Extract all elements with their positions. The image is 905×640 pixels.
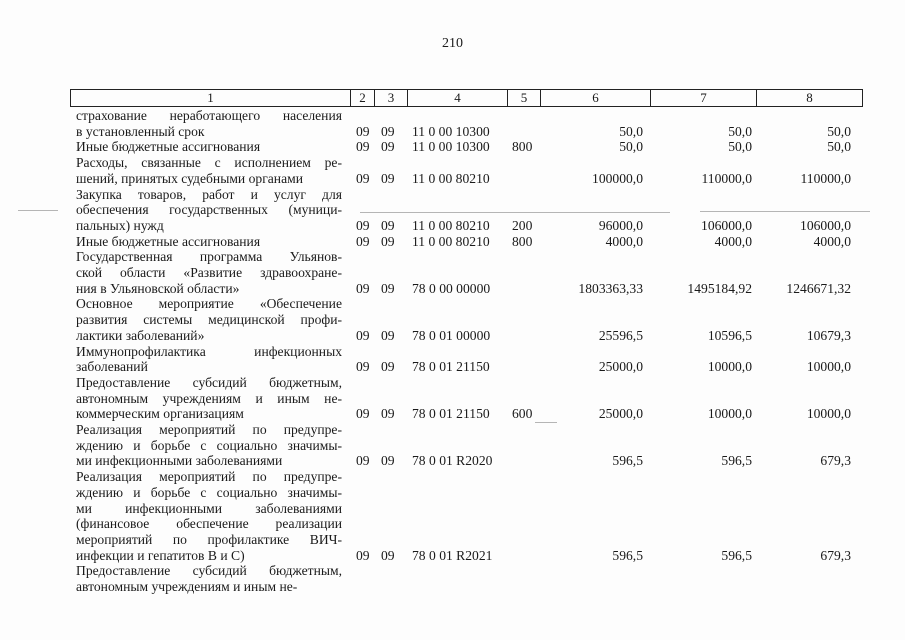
cell-c7: 10000,0 — [707, 406, 752, 422]
cell-c4: 78 0 00 00000 — [412, 280, 491, 296]
header-cell-2: 2 — [351, 90, 375, 106]
cell-c8: 679,3 — [820, 547, 851, 563]
table-body — [0, 108, 905, 595]
table-row — [0, 469, 905, 563]
header-cell-1: 1 — [71, 90, 351, 106]
cell-c4: 78 0 01 21150 — [412, 359, 490, 375]
row-description — [76, 375, 342, 422]
cell-c2: 09 — [356, 406, 370, 422]
description-line: автономным учреждениям и иным не- — [76, 579, 298, 595]
table-header — [70, 89, 863, 107]
description-line: Расходы, связанные с исполнением ре- — [76, 155, 342, 171]
cell-c4: 11 0 00 80210 — [412, 170, 490, 186]
row-description — [76, 234, 342, 250]
table-row — [0, 422, 905, 469]
description-line: Основное мероприятие «Обеспечение — [76, 296, 342, 312]
description-line: шений, принятых судебными органами — [76, 170, 303, 186]
description-line: ской области «Развитие здравоохране- — [76, 265, 342, 281]
cell-c3: 09 — [381, 359, 395, 375]
cell-c4: 78 0 01 R2020 — [412, 453, 493, 469]
cell-c3: 09 — [381, 453, 395, 469]
description-line: Реализация мероприятий по предупре- — [76, 422, 342, 438]
description-line: коммерческим организациям — [76, 406, 244, 422]
cell-c5: 200 — [512, 217, 533, 233]
cell-c4: 78 0 01 00000 — [412, 327, 491, 343]
header-cell-5: 5 — [508, 90, 541, 106]
table-row — [0, 249, 905, 296]
row-description — [76, 108, 342, 139]
scan-artifact — [360, 212, 670, 213]
cell-c3: 09 — [381, 123, 395, 139]
cell-c6: 50,0 — [619, 123, 643, 139]
cell-c7: 50,0 — [728, 123, 752, 139]
header-cell-3: 3 — [375, 90, 408, 106]
cell-c6: 596,5 — [612, 453, 643, 469]
scan-artifact — [535, 422, 557, 423]
cell-c2: 09 — [356, 123, 370, 139]
description-line: Иные бюджетные ассигнования — [76, 139, 261, 155]
description-line: страхование неработающего населения — [76, 108, 342, 123]
cell-c2: 09 — [356, 217, 370, 233]
description-line: Предоставление субсидий бюджетным, — [76, 374, 342, 390]
scan-artifact — [18, 210, 58, 211]
description-line: ми инфекционными заболеваниями — [76, 500, 342, 516]
scan-artifact — [700, 211, 870, 212]
cell-c3: 09 — [381, 170, 395, 186]
table-row — [0, 234, 905, 250]
cell-c7: 106000,0 — [701, 217, 752, 233]
cell-c7: 596,5 — [721, 453, 752, 469]
cell-c8: 10000,0 — [806, 406, 851, 422]
cell-c7: 1495184,92 — [687, 280, 752, 296]
description-line: Иммунопрофилактика инфекционных — [76, 343, 342, 359]
header-cell-6: 6 — [541, 90, 651, 106]
row-description — [76, 563, 342, 594]
cell-c4: 11 0 00 10300 — [412, 123, 490, 139]
description-line: инфекции и гепатитов В и С) — [76, 547, 245, 563]
cell-c4: 11 0 00 80210 — [412, 233, 490, 249]
cell-c6: 4000,0 — [605, 233, 643, 249]
table-row — [0, 296, 905, 343]
table-row — [0, 139, 905, 155]
cell-c7: 10596,5 — [707, 327, 752, 343]
row-description — [76, 187, 342, 234]
cell-c6: 50,0 — [619, 139, 643, 155]
cell-c3: 09 — [381, 139, 395, 155]
cell-c6: 1803363,33 — [578, 280, 643, 296]
header-cell-8: 8 — [806, 90, 813, 105]
cell-c7: 596,5 — [721, 547, 752, 563]
cell-c8: 50,0 — [827, 123, 851, 139]
cell-c8: 679,3 — [820, 453, 851, 469]
table-row — [0, 108, 905, 139]
row-description — [76, 155, 342, 186]
description-line: ми инфекционными заболеваниями — [76, 453, 283, 469]
cell-c2: 09 — [356, 170, 370, 186]
description-line: в установленный срок — [76, 123, 205, 139]
cell-c6: 25000,0 — [598, 359, 643, 375]
cell-c3: 09 — [381, 280, 395, 296]
cell-c4: 11 0 00 80210 — [412, 217, 490, 233]
cell-c2: 09 — [356, 547, 370, 563]
cell-c2: 09 — [356, 233, 370, 249]
description-line: пальных) нужд — [76, 217, 164, 233]
description-line: ждению и борьбе с социально значимы- — [76, 484, 342, 500]
description-line: автономным учреждениям и иным не- — [76, 390, 342, 406]
cell-c8: 110000,0 — [800, 170, 851, 186]
cell-c5: 800 — [512, 139, 533, 155]
cell-c4: 78 0 01 21150 — [412, 406, 490, 422]
table-row — [0, 344, 905, 375]
description-line: лактики заболеваний» — [76, 327, 205, 343]
cell-c7: 110000,0 — [701, 170, 752, 186]
cell-c6: 596,5 — [612, 547, 643, 563]
description-line: (финансовое обеспечение реализации — [76, 516, 342, 532]
cell-c3: 09 — [381, 233, 395, 249]
cell-c3: 09 — [381, 547, 395, 563]
header-cell-7: 7 — [651, 90, 757, 106]
cell-c6: 25596,5 — [598, 327, 643, 343]
row-description — [76, 139, 342, 155]
cell-c7: 10000,0 — [707, 359, 752, 375]
cell-c4: 11 0 00 10300 — [412, 139, 490, 155]
cell-c3: 09 — [381, 327, 395, 343]
row-description — [76, 422, 342, 469]
cell-c5: 600 — [512, 406, 533, 422]
cell-c8: 10000,0 — [806, 359, 851, 375]
cell-c8: 10679,3 — [806, 327, 851, 343]
cell-c2: 09 — [356, 280, 370, 296]
cell-c6: 100000,0 — [592, 170, 643, 186]
description-line: ния в Ульяновской области» — [76, 280, 240, 296]
description-line: Предоставление субсидий бюджетным, — [76, 563, 342, 579]
table-row — [0, 155, 905, 186]
description-line: обеспечения государственных (муници- — [76, 202, 342, 218]
cell-c2: 09 — [356, 139, 370, 155]
cell-c8: 106000,0 — [800, 217, 851, 233]
description-line: Государственная программа Ульянов- — [76, 249, 342, 265]
cell-c8: 50,0 — [827, 139, 851, 155]
description-line: Иные бюджетные ассигнования — [76, 233, 261, 249]
header-cell-4: 4 — [408, 90, 508, 106]
row-description — [76, 296, 342, 343]
description-line: развития системы медицинской профи- — [76, 312, 342, 328]
description-line: мероприятий по профилактике ВИЧ- — [76, 531, 342, 547]
cell-c8: 4000,0 — [813, 233, 851, 249]
cell-c7: 4000,0 — [714, 233, 752, 249]
row-description — [76, 469, 342, 563]
row-description — [76, 344, 342, 375]
cell-c6: 96000,0 — [598, 217, 643, 233]
page-number: 210 — [442, 36, 463, 51]
description-line: ждению и борьбе с социально значимы- — [76, 437, 342, 453]
cell-c4: 78 0 01 R2021 — [412, 547, 493, 563]
description-line: заболеваний — [76, 359, 148, 375]
description-line: Закупка товаров, работ и услуг для — [76, 186, 342, 202]
cell-c3: 09 — [381, 406, 395, 422]
cell-c5: 800 — [512, 233, 533, 249]
cell-c2: 09 — [356, 359, 370, 375]
cell-c7: 50,0 — [728, 139, 752, 155]
table-row — [0, 375, 905, 422]
cell-c8: 1246671,32 — [786, 280, 851, 296]
table-row — [0, 563, 905, 594]
cell-c3: 09 — [381, 217, 395, 233]
description-line: Реализация мероприятий по предупре- — [76, 469, 342, 485]
cell-c2: 09 — [356, 453, 370, 469]
cell-c6: 25000,0 — [598, 406, 643, 422]
row-description — [76, 249, 342, 296]
cell-c2: 09 — [356, 327, 370, 343]
